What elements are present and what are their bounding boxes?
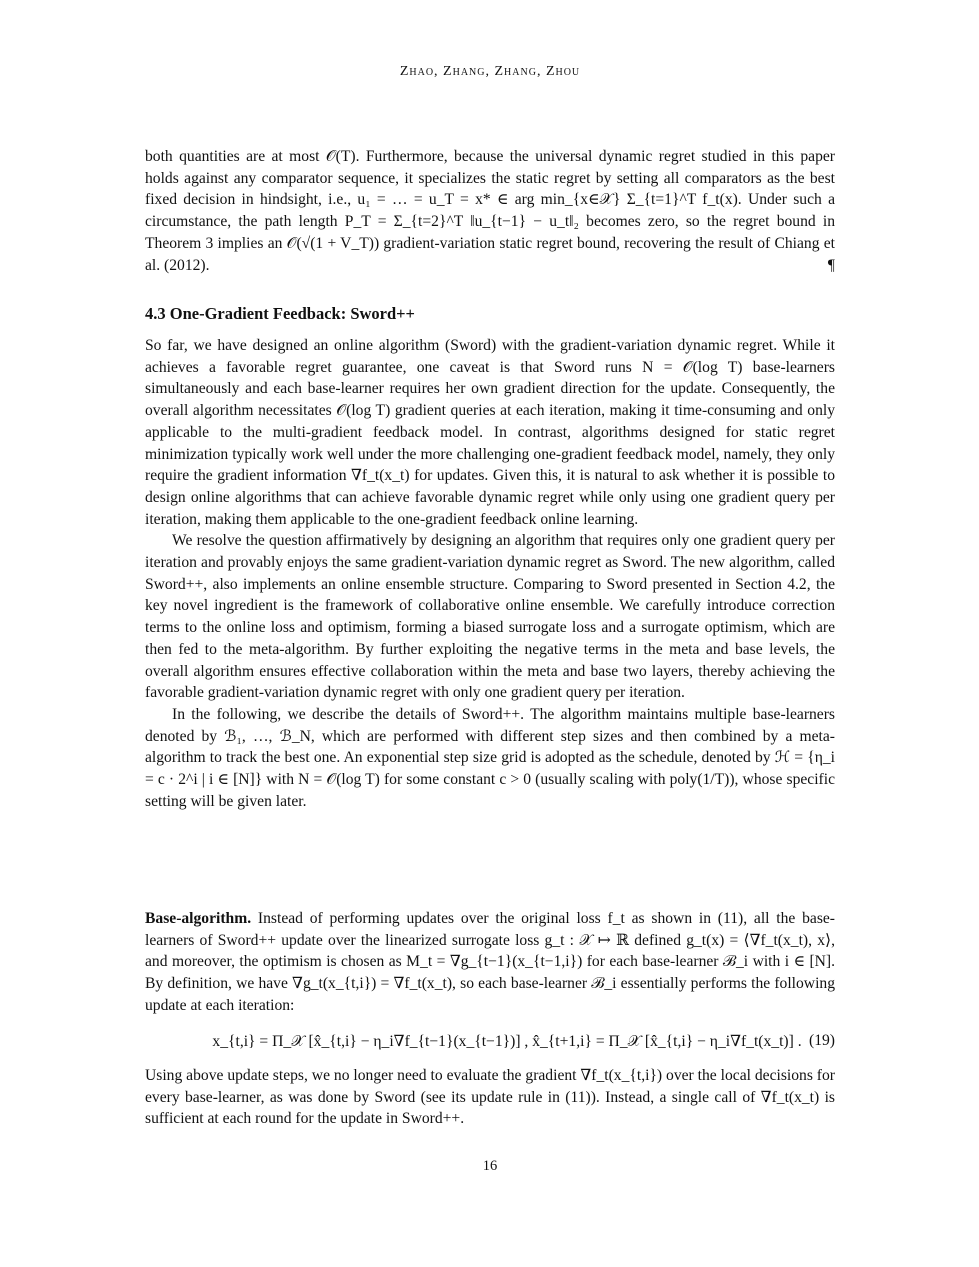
paragraph-3: In the following, we describe the details of Sword++. The algorithm maintains multiple base-learners denoted by ℬ₁, …, ℬ_N, which are performed with different step sizes and then combined by a meta-algorithm to track the best one. An exponential step size grid is adopted as the schedule, denoted by ℋ = {η_i = c · 2^i | i ∈ [N]} with N = 𝒪(log T) for some constant c > 0 (usually scaling with poly(1/T)), whose specific setting will be given later. (145, 705, 835, 810)
paragraph-2: We resolve the question affirmatively by designing an algorithm that requires only one gradient query per iteration and provably enjoys the same gradient-variation dynamic regret as Sword. The new algorithm, called Sword++, also implements an online ensemble structure. Comparing to Sword presented in Section 4.2, the key novel ingredient is the framework of collaborative online ensemble. We carefully introduce correction terms to the online loss and optimism, forming a biased surrogate loss and a surrogate optimism, which are then fed to the meta-algorithm. By further exploiting the negative terms in the meta and base levels, the overall algorithm ensures effective collaboration within the meta and base two layers, thereby achieving the favorable gradient-variation dynamic regret with only one gradient query per iteration. (145, 532, 835, 702)
section-title: 4.3 One-Gradient Feedback: Sword++ (145, 304, 415, 323)
base-algorithm-paragraph (145, 908, 835, 1017)
paragraph-1: So far, we have designed an online algorithm (Sword) with the gradient-variation dynamic regret. While it achieves a favorable regret guarantee, one caveat is that Sword runs N = 𝒪(log T) base-learners simultaneously and each base-learner requires her own gradient direction for the update. Consequently, the overall algorithm necessitates 𝒪(log T) gradient queries at each iteration, making it time-consuming and only applicable to the multi-gradient feedback model. In contrast, algorithms designed for static regret minimization typically work well under the more challenging one-gradient feedback model, namely, they only require the gradient information ∇f_t(x_t) for updates. Given this, it is natural to ask whether it is possible to design online algorithms that can achieve favorable dynamic regret while only using one gradient query per iteration, making them applicable to the one-gradient feedback online learning. (145, 337, 835, 528)
equation-number: (19) (809, 1032, 835, 1049)
equation-19 (145, 1026, 835, 1056)
closing-text: Using above update steps, we no longer need to evaluate the gradient ∇f_t(x_{t,i}) over the local decisions for every base-learner, as was done by Sword (see its update rule in (11)). Instead, a single call of ∇f_t(x_t) is sufficient at each round for the update in Sword++. (145, 1067, 835, 1128)
closing-paragraph (145, 1065, 835, 1130)
equation-content: x_{t,i} = Π_𝒳 [x̂_{t,i} − η_i∇f_{t−1}(x_{t−1})] , x̂_{t+1,i} = Π_𝒳 [x̂_{t,i} − η_i∇f_t(x_t)] . (212, 1032, 802, 1050)
page-number: 16 (482, 1158, 498, 1174)
remark-paragraph (145, 146, 835, 276)
base-algorithm-text: Instead of performing updates over the original loss f_t as shown in (11), all the base-learners of Sword++ update over the linearized surrogate loss g_t : 𝒳 ↦ ℝ defined g_t(x) = ⟨∇f_t(x_t), x⟩, and moreover, the optimism is chosen as M_t = ∇g_{t−1}(x_{t−1,i}) for each base-learner ℬ_i with i ∈ [N]. By definition, we have ∇g_t(x_{t,i}) = ∇f_t(x_t), so each base-learner ℬ_i essentially performs the following update at each iteration: (145, 910, 835, 1014)
section-body (145, 335, 835, 812)
base-algorithm-heading: Base-algorithm. (145, 910, 252, 927)
pilcrow-icon: ¶ (827, 256, 835, 274)
running-header: Zhao, Zhang, Zhang, Zhou (399, 64, 581, 79)
remark-text: both quantities are at most 𝒪(T). Furthermore, because the universal dynamic regret studied in this paper holds against any comparator sequence, it specializes the static regret by setting all comparators as the best fixed decision in hindsight, i.e., u₁ = … = u_T = x* ∈ arg min_{x∈𝒳} Σ_{t=1}^T f_t(x). Under such a circumstance, the path length P_T = Σ_{t=2}^T ‖u_{t−1} − u_t‖₂ becomes zero, so the regret bound in Theorem 3 implies an 𝒪(√(1 + V_T)) gradient-variation static regret bound, recovering the result of Chiang et al. (2012). (145, 148, 835, 274)
